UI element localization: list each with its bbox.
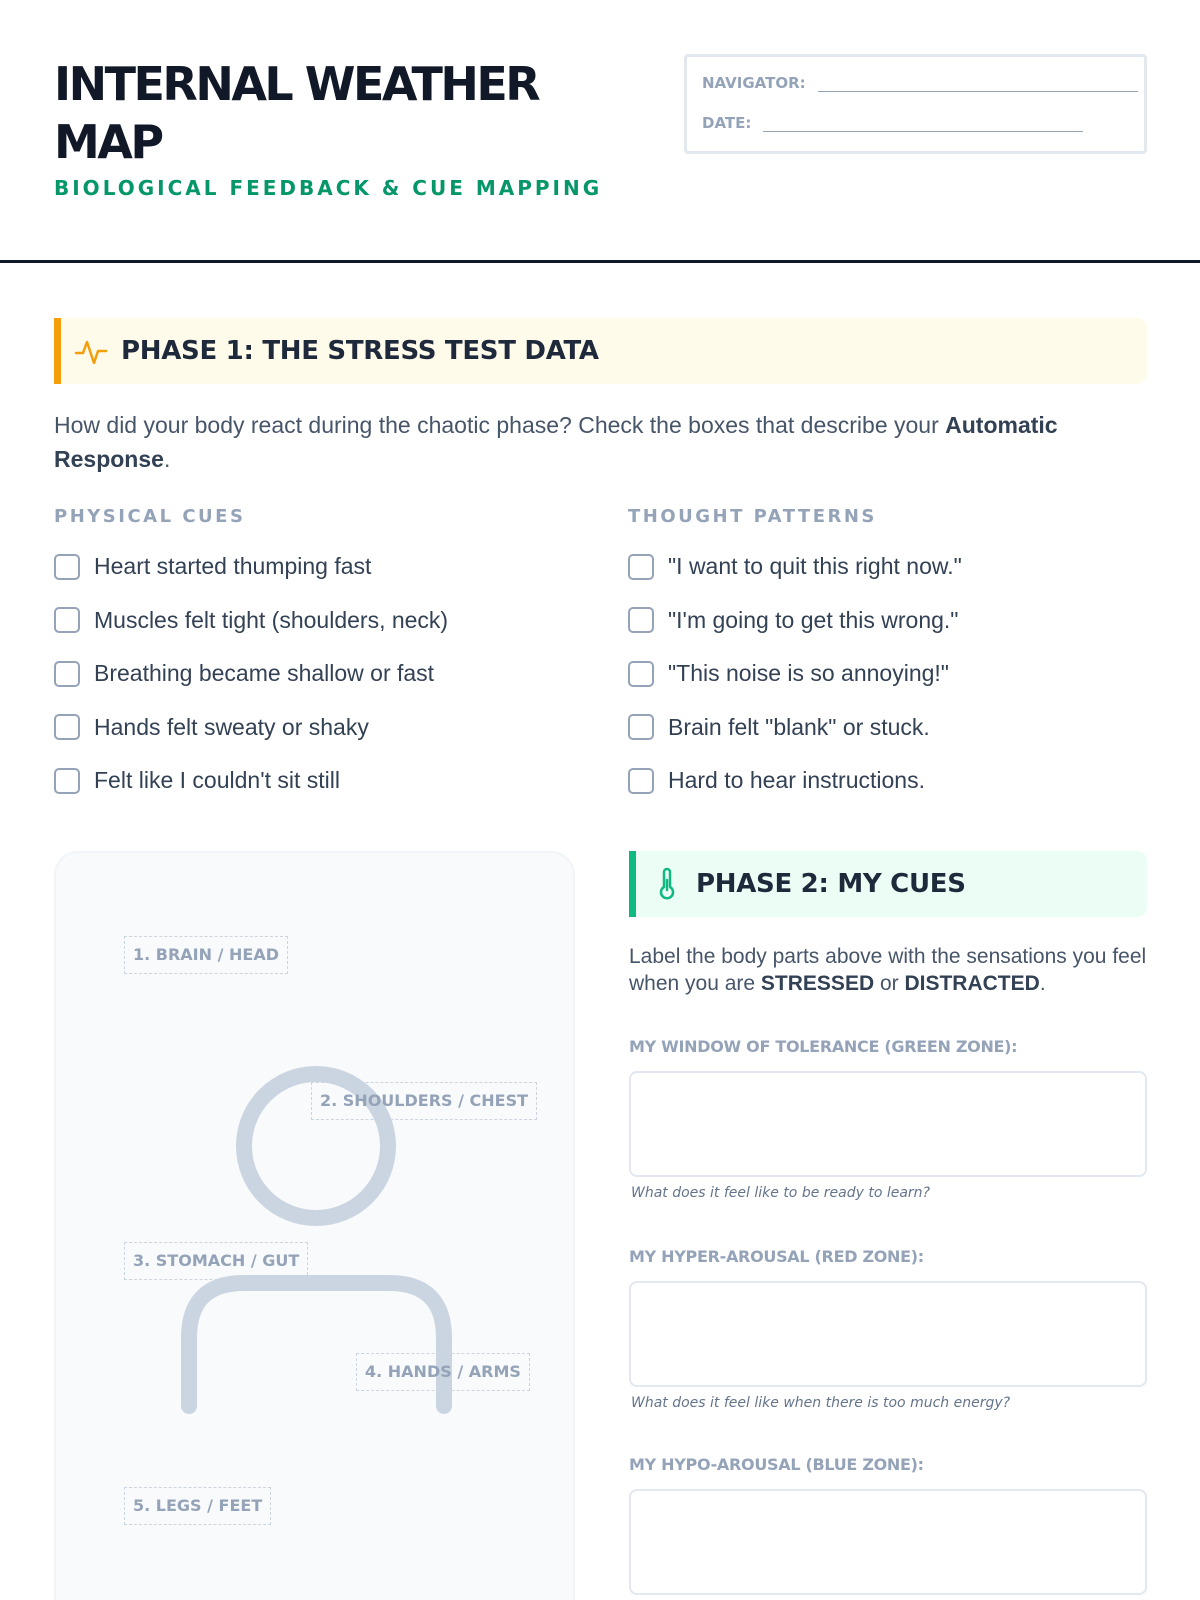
physical-cue-item[interactable] — [54, 540, 448, 594]
thought-patterns-list — [628, 540, 962, 808]
thought-pattern-label: "I want to quit this right now." — [668, 553, 962, 580]
phase1-title: PHASE 1: THE STRESS TEST DATA — [121, 336, 599, 366]
physical-cue-label: Heart started thumping fast — [94, 553, 372, 580]
green-zone-label: MY WINDOW OF TOLERANCE (GREEN ZONE): — [629, 1037, 1018, 1056]
navigator-label: NAVIGATOR: — [702, 74, 806, 92]
blue-zone-input[interactable] — [629, 1489, 1147, 1595]
physical-cue-label: Hands felt sweaty or shaky — [94, 713, 369, 740]
physical-cue-label: Felt like I couldn't sit still — [94, 767, 340, 794]
physical-cue-label: Breathing became shallow or fast — [94, 660, 435, 687]
thought-pattern-item[interactable] — [628, 754, 962, 808]
phase1-intro-text: How did your body react during the chaotic phase? Check the boxes that describe your — [54, 412, 946, 438]
phase2-intro-stressed: STRESSED — [760, 972, 875, 995]
zone-label-head: 1. BRAIN / HEAD — [124, 936, 288, 974]
checkbox[interactable] — [54, 554, 80, 580]
red-zone-label: MY HYPER-AROUSAL (RED ZONE): — [629, 1247, 924, 1266]
thought-pattern-label: Brain felt "blank" or stuck. — [668, 713, 930, 740]
zone-label-stomach: 3. STOMACH / GUT — [124, 1242, 308, 1280]
checkbox[interactable] — [54, 714, 80, 740]
navigator-row — [702, 74, 1138, 92]
thought-pattern-label: Hard to hear instructions. — [668, 767, 925, 794]
thought-pattern-item[interactable] — [628, 540, 962, 594]
date-row — [702, 114, 1083, 132]
thought-pattern-label: "I'm going to get this wrong." — [668, 606, 959, 633]
navigator-info-box — [684, 54, 1147, 154]
checkbox[interactable] — [54, 661, 80, 687]
physical-cue-label: Muscles felt tight (shoulders, neck) — [94, 606, 449, 633]
phase1-header — [54, 318, 1147, 384]
physical-cues-heading: PHYSICAL CUES — [54, 506, 246, 527]
phase1-intro — [54, 408, 1147, 476]
physical-cue-item[interactable] — [54, 647, 448, 701]
phase2-accent-bar — [629, 851, 636, 917]
checkbox[interactable] — [54, 768, 80, 794]
phase2-intro — [629, 943, 1147, 997]
checkbox[interactable] — [628, 661, 654, 687]
phase2-header — [629, 851, 1147, 917]
phase1-intro-period: . — [163, 446, 171, 472]
phase2-title: PHASE 2: MY CUES — [696, 869, 966, 899]
checkbox[interactable] — [628, 714, 654, 740]
zone-label-legs: 5. LEGS / FEET — [124, 1487, 271, 1525]
checkbox[interactable] — [54, 607, 80, 633]
checkbox[interactable] — [628, 554, 654, 580]
checkbox[interactable] — [628, 607, 654, 633]
phase2-intro-period: . — [1039, 972, 1046, 995]
physical-cue-item[interactable] — [54, 754, 448, 808]
phase2-intro-distracted: DISTRACTED — [904, 972, 1040, 995]
physical-cue-item[interactable] — [54, 594, 448, 648]
navigator-field[interactable] — [818, 74, 1138, 92]
phase1-accent-bar — [54, 318, 61, 384]
thought-pattern-label: "This noise is so annoying!" — [668, 660, 949, 687]
date-label: DATE: — [702, 114, 752, 132]
green-zone-input[interactable] — [629, 1071, 1147, 1177]
thermometer-icon — [649, 866, 685, 902]
blue-zone-label: MY HYPO-AROUSAL (BLUE ZONE): — [629, 1455, 924, 1474]
thought-patterns-heading: THOUGHT PATTERNS — [628, 506, 877, 527]
physical-cue-item[interactable] — [54, 701, 448, 755]
body-map-panel — [54, 851, 575, 1600]
phase2-intro-text: Label the body parts above with the sensations you feel when you are — [629, 945, 1147, 995]
page-subtitle: BIOLOGICAL FEEDBACK & CUE MAPPING — [54, 176, 603, 200]
red-zone-input[interactable] — [629, 1281, 1147, 1387]
thought-pattern-item[interactable] — [628, 701, 962, 755]
zone-label-chest: 2. SHOULDERS / CHEST — [311, 1082, 537, 1120]
phase1-intro-emphasis: Automatic Response — [54, 412, 1058, 472]
date-field[interactable] — [763, 114, 1083, 132]
page-title: INTERNAL WEATHER MAP — [54, 57, 539, 169]
page-header — [0, 0, 1200, 263]
phase2-intro-or: or — [874, 972, 905, 995]
activity-pulse-icon — [74, 333, 110, 369]
thought-pattern-item[interactable] — [628, 594, 962, 648]
zone-label-hands: 4. HANDS / ARMS — [356, 1353, 530, 1391]
red-zone-hint: What does it feel like when there is too much energy? — [631, 1395, 1011, 1411]
thought-pattern-item[interactable] — [628, 647, 962, 701]
physical-cues-list — [54, 540, 448, 808]
green-zone-hint: What does it feel like to be ready to learn? — [631, 1185, 930, 1201]
checkbox[interactable] — [628, 768, 654, 794]
